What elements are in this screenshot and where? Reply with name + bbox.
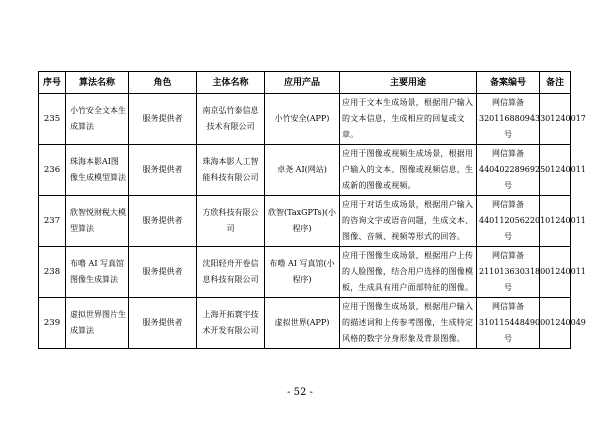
cell-role: 服务提供者 (129, 145, 197, 196)
cell-entity: 方欣科技有限公司 (197, 196, 265, 247)
cell-algorithm: 虚拟世界图片生成算法 (66, 298, 129, 349)
cell-purpose: 应用于文本生成场景，根据用户输入的文本信息，生成相应的回复或文章。 (340, 94, 477, 145)
cell-algorithm: 小竹安全文本生成算法 (66, 94, 129, 145)
header-algorithm: 算法名称 (66, 72, 129, 94)
cell-product: 小竹安全(APP) (265, 94, 340, 145)
cell-entity: 珠海本影人工智能科技有限公司 (197, 145, 265, 196)
cell-product: 卓尧 AI(网站) (265, 145, 340, 196)
cell-seq: 239 (39, 298, 66, 349)
header-filing-number: 备案编号 (477, 72, 540, 94)
cell-algorithm: 欣智悦财税大模型算法 (66, 196, 129, 247)
cell-algorithm: 珠海本影AI图像生成模型算法 (66, 145, 129, 196)
algorithm-registry-table (38, 71, 586, 349)
cell-seq: 238 (39, 247, 66, 298)
cell-role: 服务提供者 (129, 298, 197, 349)
header-role: 角色 (129, 72, 197, 94)
table-row (39, 94, 571, 145)
table-header-row (39, 72, 571, 94)
cell-product: 虚拟世界(APP) (265, 298, 340, 349)
page-number: - 52 - (287, 387, 313, 398)
cell-filing-number: 网信算备320116880943301240017号 (477, 94, 540, 145)
cell-purpose: 应用于对话生成场景，根据用户输入的咨询文字或语音问题，生成文本、图像、音频、视频等形式的回答。 (340, 196, 477, 247)
cell-entity: 上海开拓寰宇技术开发有限公司 (197, 298, 265, 349)
header-remarks: 备注 (540, 72, 571, 94)
cell-product: 欣智(TaxGPTs)(小程序) (265, 196, 340, 247)
table-row (39, 196, 571, 247)
header-seq: 序号 (39, 72, 66, 94)
table-row (39, 145, 571, 196)
cell-algorithm: 布噜 AI 写真馆图像生成算法 (66, 247, 129, 298)
cell-seq: 237 (39, 196, 66, 247)
header-product: 应用产品 (265, 72, 340, 94)
cell-filing-number: 网信算备310115448490001240049号 (477, 298, 540, 349)
header-entity: 主体名称 (197, 72, 265, 94)
cell-seq: 236 (39, 145, 66, 196)
cell-entity: 南京弘竹泰信息技术有限公司 (197, 94, 265, 145)
header-purpose: 主要用途 (340, 72, 477, 94)
cell-filing-number: 网信算备440402289692501240011号 (477, 145, 540, 196)
cell-entity: 沈阳轻舟开卷信息科技有限公司 (197, 247, 265, 298)
cell-role: 服务提供者 (129, 196, 197, 247)
table-row (39, 298, 571, 349)
cell-role: 服务提供者 (129, 247, 197, 298)
table-row (39, 247, 571, 298)
cell-product: 布噜 AI 写真馆(小程序) (265, 247, 340, 298)
cell-seq: 235 (39, 94, 66, 145)
cell-filing-number: 网信算备211013630318001240011号 (477, 247, 540, 298)
cell-purpose: 应用于图像生成场景，根据用户上传的人脸图像，结合用户选择的图像模板，生成具有用户面部特征的图像。 (340, 247, 477, 298)
cell-role: 服务提供者 (129, 94, 197, 145)
cell-purpose: 应用于图像或视频生成场景，根据用户输入的文本、图像或视频信息，生成新的图像或视频。 (340, 145, 477, 196)
cell-filing-number: 网信算备440112056220101240011号 (477, 196, 540, 247)
cell-purpose: 应用于图像生成场景，根据用户输入的描述词和上传参考图像，生成特定风格的数字分身形象及背景图像。 (340, 298, 477, 349)
